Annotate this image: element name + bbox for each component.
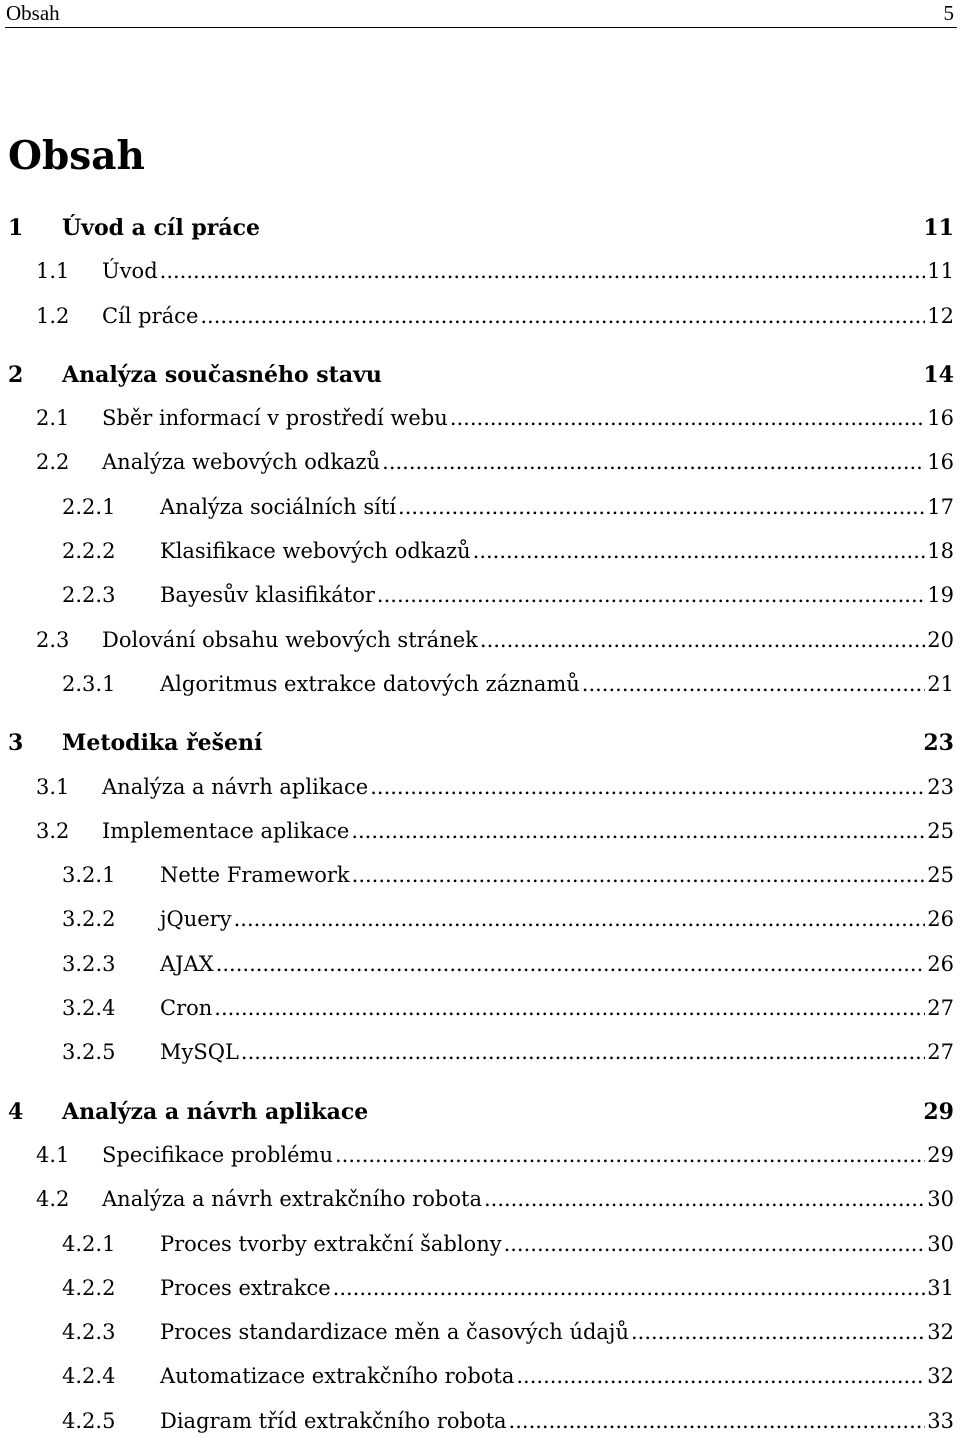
dot-leader [450,406,925,430]
toc-entry-number: 4.2 [36,1187,70,1212]
toc-entry-line [102,406,954,430]
toc-entry-label: Proces standardizace měn a časových údajů [160,1320,629,1345]
toc-entry[interactable] [0,575,960,619]
toc-entry-line [160,1320,954,1344]
toc-entry-page: 20 [927,627,954,652]
dot-leader [504,1232,926,1256]
dot-leader [480,628,925,652]
dot-leader [631,1320,925,1344]
toc-entry-page: 11 [927,259,954,284]
toc-entry-number: 4.2.1 [62,1231,116,1256]
toc-entry-line [160,1040,954,1064]
dot-leader [582,672,925,696]
toc-chapter-entry[interactable] [0,354,960,398]
toc-entry-number: 3.2.4 [62,996,116,1021]
toc-entry-number: 4.2.5 [62,1408,116,1433]
toc-entry-line [62,362,954,388]
toc-entry-line [102,259,954,283]
toc-entry-page: 29 [923,1098,954,1125]
toc-entry-page: 16 [927,406,954,431]
toc-entry[interactable] [0,487,960,531]
toc-entry-page: 33 [927,1408,954,1433]
toc-entry[interactable] [0,1312,960,1356]
running-title: Obsah [6,1,60,25]
toc-entry[interactable] [0,767,960,811]
toc-list [0,207,960,1445]
toc-entry-label: Algoritmus extrakce datových záznamů [160,671,580,696]
toc-entry-number: 1.2 [36,303,70,328]
toc-entry-page: 16 [927,450,954,475]
toc-entry-page: 19 [927,583,954,608]
dot-leader [216,952,926,976]
toc-entry-label: Analýza a návrh extrakčního robota [102,1187,482,1212]
toc-entry-line [102,450,954,474]
toc-entry-number: 1.1 [36,259,70,284]
toc-entry-line [102,304,954,328]
toc-entry-label: Nette Framework [160,863,350,888]
toc-entry-label: Klasifikace webových odkazů [160,539,471,564]
toc-entry-page: 32 [927,1364,954,1389]
toc-entry-label: Metodika řešení [62,730,263,757]
toc-entry-label: AJAX [160,951,214,976]
toc-entry-line [160,863,954,887]
toc-entry-line [160,1409,954,1433]
toc-entry-label: Analýza a návrh aplikace [102,774,369,799]
toc-entry-number: 2.3 [36,627,70,652]
dot-leader [509,1409,926,1433]
toc-entry-number: 2 [8,361,24,388]
toc-entry-line [62,1099,954,1125]
dot-leader [335,1143,925,1167]
toc-entry-label: Automatizace extrakčního robota [160,1364,515,1389]
toc-entry-label: Cron [160,996,213,1021]
toc-entry-number: 3.2.3 [62,951,116,976]
toc-entry[interactable] [0,1179,960,1223]
toc-entry-label: jQuery [160,907,232,932]
dot-leader [241,1040,925,1064]
dot-leader [333,1276,926,1300]
dot-leader [200,304,925,328]
toc-entry-number: 3.2.1 [62,863,116,888]
toc-entry-number: 2.2.3 [62,583,116,608]
toc-entry-label: Implementace aplikace [102,818,350,843]
toc-entry-page: 32 [927,1320,954,1345]
toc-entry[interactable] [0,1401,960,1445]
dot-leader [370,775,925,799]
toc-entry-line [62,215,954,241]
toc-entry-label: Úvod [102,259,158,284]
toc-entry-number: 4.2.4 [62,1364,116,1389]
toc-entry-page: 31 [927,1275,954,1300]
toc-entry-number: 4.2.2 [62,1275,116,1300]
toc-entry-label: MySQL [160,1040,239,1065]
dot-leader [160,259,926,283]
toc-chapter-entry[interactable] [0,722,960,766]
toc-chapter-entry[interactable] [0,1091,960,1135]
toc-entry-number: 2.2.1 [62,494,116,519]
toc-entry-line [160,907,954,931]
toc-entry-label: Cíl práce [102,303,199,328]
toc-entry-page: 18 [927,539,954,564]
toc-entry-number: 1 [8,215,24,241]
toc-entry-number: 4.2.3 [62,1320,116,1345]
toc-entry[interactable] [0,944,960,988]
toc-entry-page: 27 [927,996,954,1021]
toc-entry-label: Analýza a návrh aplikace [62,1098,369,1125]
toc-entry-line [160,495,954,519]
toc-chapter-entry[interactable] [0,207,960,251]
toc-entry[interactable] [0,1032,960,1076]
toc-entry-label: Proces tvorby extrakční šablony [160,1231,502,1256]
toc-entry-number: 3.1 [36,774,70,799]
toc-entry-line [160,1364,954,1388]
toc-entry-page: 14 [923,361,954,388]
toc-entry[interactable] [0,251,960,295]
toc-entry-number: 2.1 [36,406,70,431]
toc-entry[interactable] [0,899,960,943]
toc-entry-page: 30 [927,1231,954,1256]
dot-leader [214,996,925,1020]
toc-entry-line [160,952,954,976]
toc-entry-label: Dolování obsahu webových stránek [102,627,478,652]
toc-entry-label: Analýza současného stavu [62,361,382,388]
toc-entry-page: 25 [927,818,954,843]
toc-entry-line [160,996,954,1020]
toc-entry-label: Sběr informací v prostředí webu [102,406,448,431]
dot-leader [382,450,925,474]
toc-entry[interactable] [0,620,960,664]
toc-entry-page: 23 [923,730,954,757]
toc-entry-number: 3.2.5 [62,1040,116,1065]
toc-entry[interactable] [0,664,960,708]
toc-entry-line [160,1232,954,1256]
toc-entry-number: 2.3.1 [62,671,116,696]
toc-entry-label: Diagram tříd extrakčního robota [160,1408,507,1433]
toc-entry-page: 11 [923,215,954,241]
page-header [0,0,960,26]
toc-title: Obsah [8,133,145,179]
toc-entry[interactable] [0,811,960,855]
toc-entry-page: 30 [927,1187,954,1212]
toc-entry-number: 2.2.2 [62,539,116,564]
toc-entry-label: Bayesův klasifikátor [160,583,375,608]
toc-entry-page: 12 [927,303,954,328]
toc-entry-label: Analýza webových odkazů [102,450,381,475]
toc-entry-number: 4 [8,1098,24,1125]
toc-entry-page: 23 [927,774,954,799]
toc-entry-line [102,819,954,843]
toc-entry-line [102,1143,954,1167]
dot-leader [234,907,926,931]
dot-leader [351,819,925,843]
toc-entry[interactable] [0,531,960,575]
toc-entry-line [160,539,954,563]
page-number: 5 [943,1,954,25]
dot-leader [377,583,925,607]
toc-entry[interactable] [0,1356,960,1400]
toc-entry-number: 2.2 [36,450,70,475]
toc-entry-page: 29 [927,1142,954,1167]
toc-entry[interactable] [0,296,960,340]
toc-entry[interactable] [0,1268,960,1312]
toc-entry[interactable] [0,855,960,899]
toc-entry[interactable] [0,442,960,486]
toc-entry-number: 3.2.2 [62,907,116,932]
toc-entry-line [102,1187,954,1211]
toc-entry-line [102,628,954,652]
toc-entry-number: 3.2 [36,818,70,843]
toc-entry-page: 21 [927,671,954,696]
header-rule [5,27,957,28]
toc-entry-label: Úvod a cíl práce [62,215,260,241]
toc-entry-page: 26 [927,907,954,932]
toc-entry-line [160,672,954,696]
toc-entry-page: 26 [927,951,954,976]
toc-entry-page: 17 [927,494,954,519]
toc-entry[interactable] [0,1224,960,1268]
toc-entry[interactable] [0,988,960,1032]
toc-entry-label: Specifikace problému [102,1142,333,1167]
toc-entry-line [160,583,954,607]
toc-entry-line [102,775,954,799]
toc-entry-line [62,730,954,756]
toc-entry-page: 25 [927,863,954,888]
dot-leader [516,1364,925,1388]
dot-leader [352,863,926,887]
toc-entry-number: 3 [8,730,24,757]
dot-leader [473,539,926,563]
toc-entry-label: Proces extrakce [160,1275,331,1300]
toc-entry[interactable] [0,398,960,442]
dot-leader [398,495,925,519]
dot-leader [484,1187,925,1211]
toc-entry-number: 4.1 [36,1142,70,1167]
toc-entry[interactable] [0,1135,960,1179]
toc-entry-page: 27 [927,1040,954,1065]
toc-entry-line [160,1276,954,1300]
toc-entry-label: Analýza sociálních sítí [160,494,397,519]
